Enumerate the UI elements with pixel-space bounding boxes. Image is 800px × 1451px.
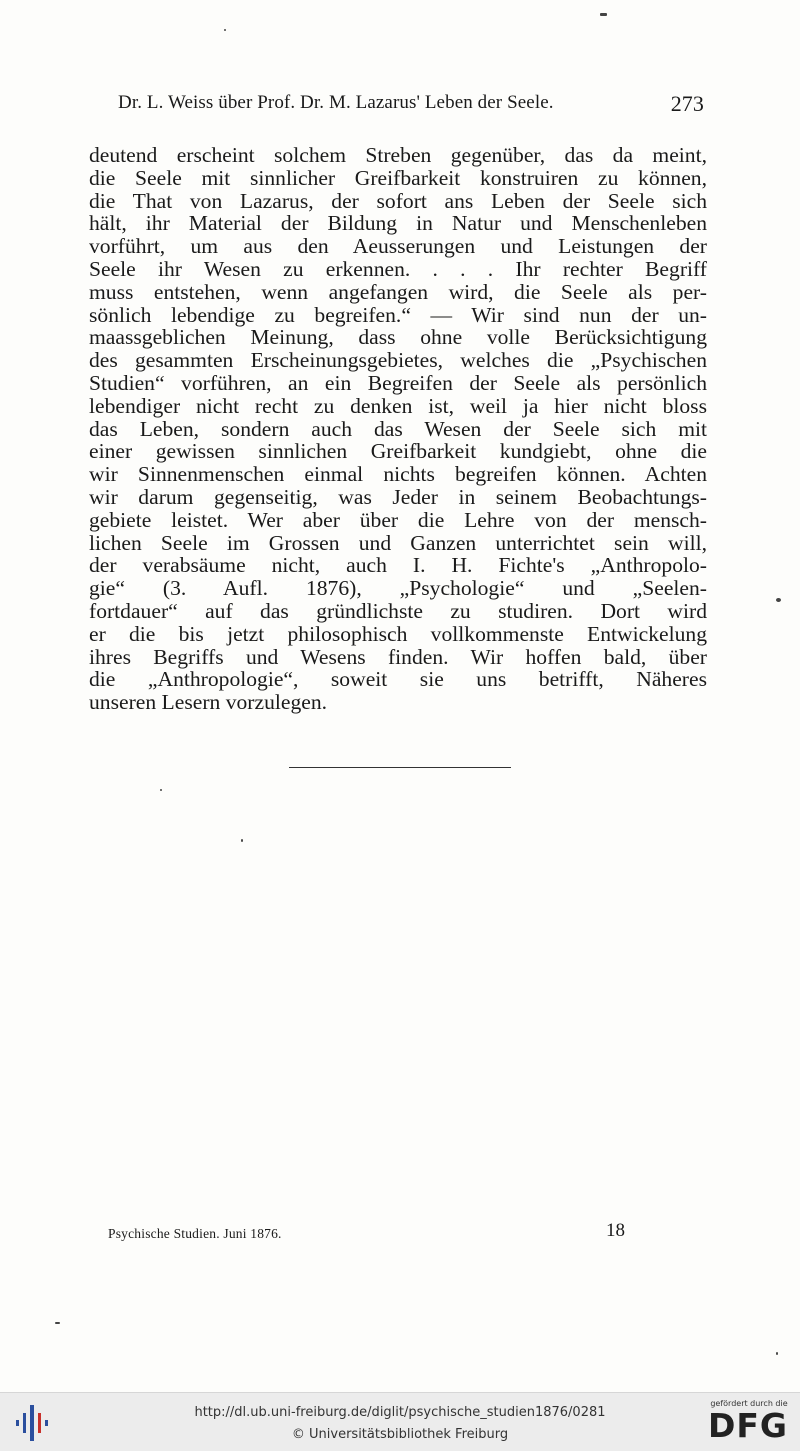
dfg-caption: gefördert durch die — [710, 1399, 788, 1408]
running-header — [118, 92, 708, 114]
text-line: er die bis jetzt philosophisch vollkommenste Entwickelung — [89, 621, 707, 646]
text-line: Seele ihr Wesen zu erkennen. . . . Ihr rechter Begriff — [89, 256, 707, 281]
text-line: der verabsäume nicht, auch I. H. Fichte's „Anthropolo- — [89, 553, 707, 578]
text-line: einer gewissen sinnlichen Greifbarkeit kundgiebt, ohne die — [89, 439, 707, 464]
journal-footer: Psychische Studien. Juni 1876. — [108, 1226, 282, 1241]
scan-speck — [241, 839, 243, 842]
section-divider — [289, 767, 511, 768]
scan-speck — [600, 13, 607, 16]
text-line: die „Anthropologie“, soweit sie uns betrifft, Näheres — [89, 667, 707, 692]
text-line: des gesammten Erscheinungsgebietes, welches die „Psychischen — [89, 348, 707, 373]
text-line: ihres Begriffs und Wesens finden. Wir hoffen bald, über — [89, 644, 707, 669]
text-line: wir Sinnenmenschen einmal nichts begreifen können. Achten — [89, 462, 707, 487]
library-footer-bar — [0, 1392, 800, 1451]
text-line: lichen Seele im Grossen und Ganzen unterrichtet sein will, — [89, 530, 707, 555]
text-line: sönlich lebendige zu begreifen.“ — Wir sind nun der un- — [89, 302, 707, 327]
text-line: gebiete leistet. Wer aber über die Lehre von der mensch- — [89, 507, 707, 532]
text-line: deutend erscheint solchem Streben gegenüber, das da meint, — [89, 143, 707, 167]
text-line: unseren Lesern vorzulegen. — [89, 690, 328, 715]
copyright-notice: © Universitätsbibliothek Freiburg — [291, 1427, 509, 1442]
text-line: vorführt, um aus den Aeusserungen und Leistungen der — [89, 234, 707, 259]
text-line: muss entstehen, wenn angefangen wird, die Seele als per- — [89, 279, 707, 304]
text-line: fortdauer“ auf das gründlichste zu studiren. Dort wird — [89, 598, 707, 623]
text-line: maassgeblichen Meinung, dass ohne volle Berücksichtigung — [89, 325, 707, 350]
text-line: lebendiger nicht recht zu denken ist, weil ja hier nicht bloss — [89, 393, 707, 418]
text-line: das Leben, sondern auch das Wesen der Seele sich mit — [89, 416, 707, 441]
text-line: die That von Lazarus, der sofort ans Leben der Seele sich — [89, 188, 707, 213]
page-number: 273 — [670, 91, 704, 116]
text-line: Studien“ vorführen, an ein Begreifen der Seele als persönlich — [89, 370, 707, 395]
permalink-url[interactable]: http://dl.ub.uni-freiburg.de/diglit/psychische_studien1876/0281 — [194, 1405, 606, 1420]
body-text — [89, 144, 707, 714]
scan-speck — [776, 1352, 778, 1355]
scan-speck — [160, 789, 162, 791]
text-line: hält, ihr Material der Bildung in Natur und Menschenleben — [89, 211, 707, 236]
signature-mark: 18 — [606, 1220, 625, 1241]
scan-speck — [776, 598, 781, 602]
text-line: die Seele mit sinnlicher Greifbarkeit konstruiren zu können, — [89, 165, 707, 190]
scan-speck — [224, 29, 226, 31]
dfg-logo-text: DFG — [708, 1406, 789, 1445]
text-line: wir darum gegenseitig, was Jeder in seinem Beobachtungs- — [89, 484, 707, 509]
scan-speck — [55, 1322, 60, 1324]
text-line: gie“ (3. Aufl. 1876), „Psychologie“ und „Seelen- — [89, 576, 707, 601]
dfg-logo — [706, 1399, 792, 1445]
running-title: Dr. L. Weiss über Prof. Dr. M. Lazarus' Leben der Seele. — [118, 92, 554, 113]
